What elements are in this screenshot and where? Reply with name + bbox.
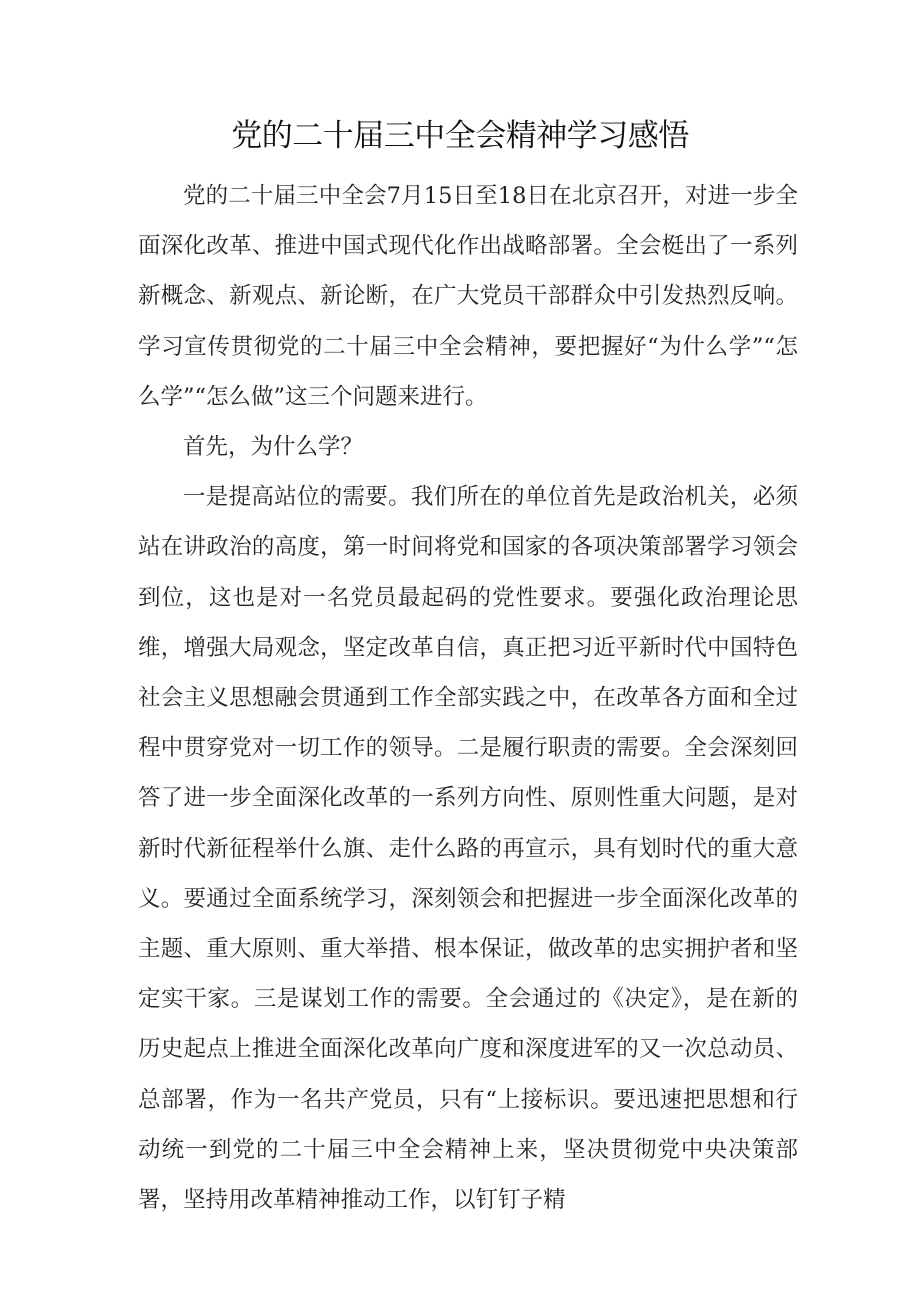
paragraph-intro: 党的二十届三中全会7月15日至18日在北京召开，对进一步全面深化改革、推进中国式现代化作出战略部署。全会梃出了一系列新概念、新观点、新论断，在广大党员干部群众中引发热烈反响。学习宣传贯彻党的二十届三中全会精神，要把握好“为什么学”“怎么学”“怎么做”这三个问题来进行。 bbox=[138, 183, 798, 410]
paragraph-why-learn: 首先，为什么学？ bbox=[183, 434, 364, 461]
paragraph-reasons: 一是提高站位的需要。我们所在的单位首先是政治机关，必须站在讲政治的高度，第一时间将党和国家的各项决策部署学习领会到位，这也是对一名党员最起码的党性要求。要强化政治理论思维，增强大局观念，坚定改革自信，真正把习近平新时代中国特色社会主义思想融会贯通到工作全部实践之中，在改革各方面和全过程中贯穿党对一切工作的领导。二是履行职责的需要。全会深刻回答了进一步全面深化改革的一系列方向性、原则性重大问题，是对新时代新征程举什么旗、走什么路的再宣示，具有划时代的重大意义。要通过全面系统学习，深刻领会和把握进一步全面深化改革的主题、重大原则、重大举措、根本保证，做改革的忠实拥护者和坚定实干家。三是谋划工作的需要。全会通过的《决定》，是在新的历史起点上推进全面深化改革向广度和深度进军的又一次总动员、总部署，作为一名共产党员，只有“上接标识。要迅速把思想和行动统一到党的二十届三中全会精神上来，坚决贯彻党中央决策部署，坚持用改革精神推动工作，以钉钉子精 bbox=[138, 484, 798, 1214]
document-title: 党的二十届三中全会精神学习感悟 bbox=[231, 118, 689, 154]
document-body bbox=[138, 171, 798, 1225]
